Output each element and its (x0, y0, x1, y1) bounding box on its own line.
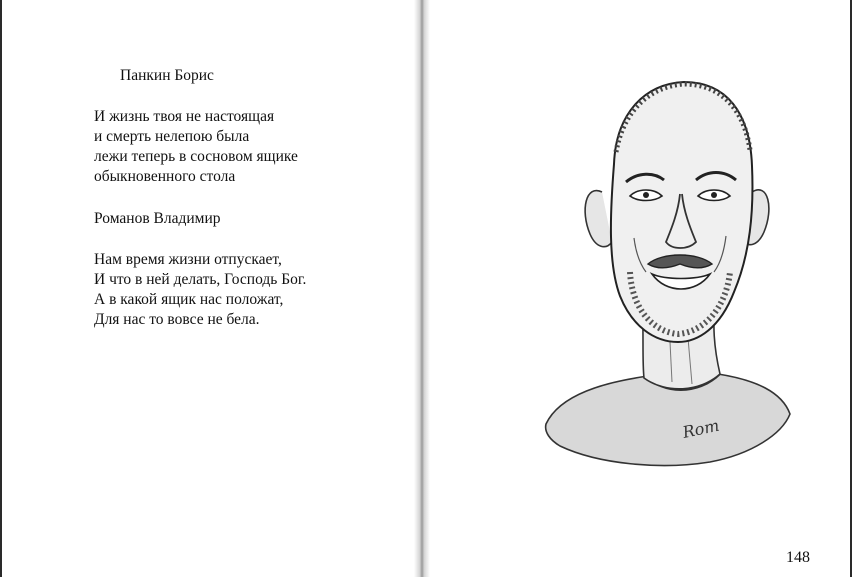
left-page (0, 0, 414, 577)
illustration-signature: Rom (680, 415, 721, 442)
poem-stanza (94, 250, 306, 330)
poem-author-heading: Панкин Борис (120, 67, 214, 84)
poem-text-block (94, 66, 306, 330)
poem-line: И что в ней делать, Господь Бог. (94, 271, 307, 288)
poem-line: И жизнь твоя не настоящая (94, 108, 275, 125)
poem-stanza (94, 107, 306, 187)
caricature-portrait-icon (520, 42, 820, 482)
page-number: 148 (786, 549, 810, 566)
poem-author-heading: Романов Владимир (94, 210, 221, 227)
book-gutter (414, 0, 430, 577)
poem-line: обыкновенного стола (94, 168, 236, 185)
poem-line: Для нас то вовсе не бела. (94, 311, 260, 328)
right-page (430, 0, 852, 577)
poem-line: А в какой ящик нас положат, (94, 291, 284, 308)
poem-line: и смерть нелепою была (94, 128, 250, 145)
poem-line: лежи теперь в сосновом ящике (94, 148, 298, 165)
poem-line: Нам время жизни отпускает, (94, 251, 282, 268)
